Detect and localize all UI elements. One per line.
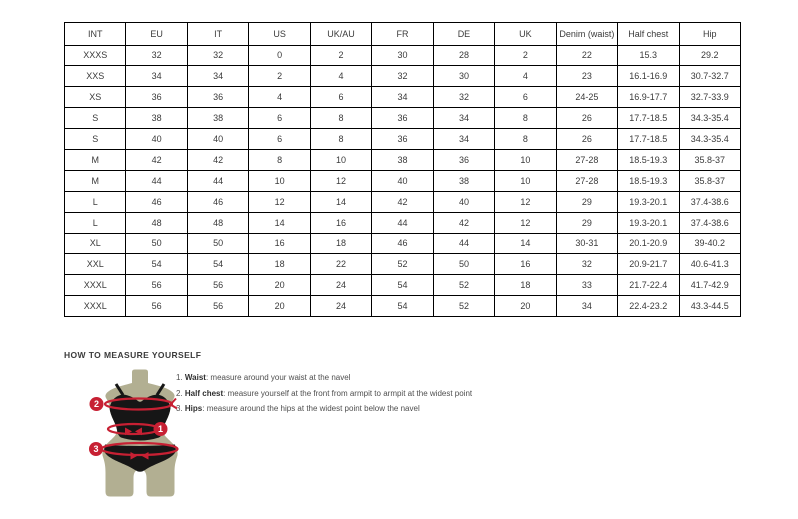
size-cell: 34.3-35.4 [679, 108, 740, 129]
size-cell: 52 [372, 254, 433, 275]
size-column-header: EU [126, 23, 187, 46]
size-cell: 35.8-37 [679, 149, 740, 170]
size-cell: 16.1-16.9 [618, 66, 679, 87]
size-cell: 28 [433, 45, 494, 66]
marker-half-chest-number: 2 [93, 399, 100, 410]
size-cell: 15.3 [618, 45, 679, 66]
size-cell: 29 [556, 191, 617, 212]
size-row [65, 87, 741, 108]
size-cell: 44 [126, 170, 187, 191]
size-cell: 56 [126, 296, 187, 317]
size-cell: 38 [433, 170, 494, 191]
size-row [65, 108, 741, 129]
size-cell: 4 [495, 66, 556, 87]
size-cell: 32 [126, 45, 187, 66]
size-cell: 8 [310, 108, 371, 129]
size-cell: 22.4-23.2 [618, 296, 679, 317]
marker-waist-number: 1 [157, 424, 164, 435]
size-cell: 54 [372, 296, 433, 317]
size-chart-table [64, 22, 741, 317]
size-cell: 30 [433, 66, 494, 87]
size-cell: 32.7-33.9 [679, 87, 740, 108]
size-cell: 10 [249, 170, 310, 191]
measure-item: 3. Hips: measure around the hips at the widest point below the navel [176, 404, 420, 413]
size-cell: 17.7-18.5 [618, 129, 679, 150]
size-cell: 10 [495, 170, 556, 191]
size-cell: 18 [495, 275, 556, 296]
size-cell: 36 [372, 129, 433, 150]
size-cell: 32 [187, 45, 248, 66]
size-cell: 50 [187, 233, 248, 254]
size-cell: 6 [249, 129, 310, 150]
marker-hips-number: 3 [93, 444, 99, 455]
size-cell: 34 [187, 66, 248, 87]
size-row [65, 45, 741, 66]
size-cell: 23 [556, 66, 617, 87]
size-cell: 34.3-35.4 [679, 129, 740, 150]
size-cell: 14 [249, 212, 310, 233]
size-cell: 54 [187, 254, 248, 275]
size-cell: 44 [187, 170, 248, 191]
size-cell: 54 [126, 254, 187, 275]
size-cell: XXL [65, 254, 126, 275]
size-row [65, 191, 741, 212]
size-cell: 20 [495, 296, 556, 317]
size-column-header: IT [187, 23, 248, 46]
size-row [65, 66, 741, 87]
size-cell: 36 [372, 108, 433, 129]
size-cell: 22 [310, 254, 371, 275]
size-cell: 34 [126, 66, 187, 87]
size-cell: XXS [65, 66, 126, 87]
size-cell: 12 [495, 191, 556, 212]
size-cell: 24-25 [556, 87, 617, 108]
size-cell: 54 [372, 275, 433, 296]
size-cell: 50 [126, 233, 187, 254]
size-row [65, 170, 741, 191]
size-cell: XXXL [65, 275, 126, 296]
size-cell: 39-40.2 [679, 233, 740, 254]
size-column-header: Denim (waist) [556, 23, 617, 46]
size-column-header: Hip [679, 23, 740, 46]
size-cell: 56 [187, 296, 248, 317]
measure-item: 2. Half chest: measure yourself at the front from armpit to armpit at the widest point [176, 388, 473, 398]
size-cell: 56 [187, 275, 248, 296]
size-cell: 0 [249, 45, 310, 66]
size-cell: 20.1-20.9 [618, 233, 679, 254]
size-cell: S [65, 129, 126, 150]
size-cell: XL [65, 233, 126, 254]
size-cell: 18.5-19.3 [618, 170, 679, 191]
size-cell: XXXS [65, 45, 126, 66]
size-cell: 16 [495, 254, 556, 275]
size-cell: 42 [433, 212, 494, 233]
size-cell: 20 [249, 275, 310, 296]
size-cell: 17.7-18.5 [618, 108, 679, 129]
size-cell: 2 [495, 45, 556, 66]
size-cell: 50 [433, 254, 494, 275]
size-cell: 42 [187, 149, 248, 170]
size-cell: 32 [556, 254, 617, 275]
size-cell: M [65, 149, 126, 170]
size-cell: 27-28 [556, 149, 617, 170]
measure-item: 1. Waist: measure around your waist at the navel [176, 373, 351, 382]
size-row [65, 296, 741, 317]
size-row [65, 254, 741, 275]
size-cell: 16.9-17.7 [618, 87, 679, 108]
size-cell: 8 [495, 129, 556, 150]
size-cell: 52 [433, 296, 494, 317]
size-cell: L [65, 191, 126, 212]
measure-list [176, 373, 516, 420]
marker-waist [154, 422, 168, 436]
size-cell: 40.6-41.3 [679, 254, 740, 275]
size-cell: 34 [433, 108, 494, 129]
size-cell: 18 [310, 233, 371, 254]
size-cell: 6 [495, 87, 556, 108]
size-cell: 42 [126, 149, 187, 170]
size-cell: 36 [126, 87, 187, 108]
size-cell: 4 [310, 66, 371, 87]
size-cell: 6 [249, 108, 310, 129]
size-cell: 16 [310, 212, 371, 233]
size-cell: 37.4-38.6 [679, 191, 740, 212]
size-cell: 52 [433, 275, 494, 296]
size-chart-body [65, 45, 741, 317]
size-row [65, 275, 741, 296]
size-cell: 18.5-19.3 [618, 149, 679, 170]
size-cell: 4 [249, 87, 310, 108]
size-cell: 38 [372, 149, 433, 170]
size-cell: 12 [249, 191, 310, 212]
size-cell: 19.3-20.1 [618, 212, 679, 233]
size-cell: 32 [433, 87, 494, 108]
size-row [65, 129, 741, 150]
size-cell: 46 [126, 191, 187, 212]
size-cell: 26 [556, 129, 617, 150]
size-cell: 30 [372, 45, 433, 66]
size-cell: 26 [556, 108, 617, 129]
size-cell: 46 [187, 191, 248, 212]
measure-guide-heading: HOW TO MEASURE YOURSELF [64, 350, 202, 360]
size-cell: 12 [495, 212, 556, 233]
size-cell: 8 [310, 129, 371, 150]
size-cell: 41.7-42.9 [679, 275, 740, 296]
size-row [65, 233, 741, 254]
size-cell: 34 [433, 129, 494, 150]
size-column-header: Half chest [618, 23, 679, 46]
size-cell: 36 [433, 149, 494, 170]
size-cell: 40 [433, 191, 494, 212]
size-cell: 44 [372, 212, 433, 233]
size-cell: 48 [187, 212, 248, 233]
size-cell: 33 [556, 275, 617, 296]
size-cell: 44 [433, 233, 494, 254]
size-cell: 14 [495, 233, 556, 254]
size-cell: XS [65, 87, 126, 108]
size-cell: 42 [372, 191, 433, 212]
size-cell: 30-31 [556, 233, 617, 254]
size-chart-header [65, 23, 741, 46]
size-cell: 37.4-38.6 [679, 212, 740, 233]
size-column-header: UK/AU [310, 23, 371, 46]
size-cell: 18 [249, 254, 310, 275]
size-cell: 48 [126, 212, 187, 233]
size-cell: 29.2 [679, 45, 740, 66]
size-cell: 29 [556, 212, 617, 233]
size-cell: 34 [372, 87, 433, 108]
size-cell: 12 [310, 170, 371, 191]
size-header-row [65, 23, 741, 46]
size-cell: 22 [556, 45, 617, 66]
size-cell: 19.3-20.1 [618, 191, 679, 212]
size-cell: 6 [310, 87, 371, 108]
size-row [65, 149, 741, 170]
marker-hips [89, 442, 103, 456]
size-cell: 43.3-44.5 [679, 296, 740, 317]
size-cell: 20.9-21.7 [618, 254, 679, 275]
size-cell: 40 [372, 170, 433, 191]
size-cell: 40 [187, 129, 248, 150]
size-cell: 21.7-22.4 [618, 275, 679, 296]
size-cell: S [65, 108, 126, 129]
size-cell: 32 [372, 66, 433, 87]
size-cell: 24 [310, 275, 371, 296]
size-cell: 38 [126, 108, 187, 129]
size-cell: 20 [249, 296, 310, 317]
size-cell: 27-28 [556, 170, 617, 191]
size-cell: 14 [310, 191, 371, 212]
size-column-header: INT [65, 23, 126, 46]
size-cell: 35.8-37 [679, 170, 740, 191]
size-row [65, 212, 741, 233]
size-cell: 8 [495, 108, 556, 129]
size-cell: 16 [249, 233, 310, 254]
size-cell: 46 [372, 233, 433, 254]
size-cell: M [65, 170, 126, 191]
size-cell: 34 [556, 296, 617, 317]
size-cell: 2 [249, 66, 310, 87]
size-cell: 10 [310, 149, 371, 170]
size-cell: L [65, 212, 126, 233]
size-column-header: UK [495, 23, 556, 46]
size-cell: 24 [310, 296, 371, 317]
size-column-header: FR [372, 23, 433, 46]
size-column-header: DE [433, 23, 494, 46]
size-column-header: US [249, 23, 310, 46]
marker-half-chest [90, 397, 104, 411]
size-cell: 8 [249, 149, 310, 170]
size-cell: 36 [187, 87, 248, 108]
size-cell: 30.7-32.7 [679, 66, 740, 87]
size-cell: 10 [495, 149, 556, 170]
size-cell: 56 [126, 275, 187, 296]
size-cell: XXXL [65, 296, 126, 317]
size-cell: 38 [187, 108, 248, 129]
size-cell: 2 [310, 45, 371, 66]
size-cell: 40 [126, 129, 187, 150]
